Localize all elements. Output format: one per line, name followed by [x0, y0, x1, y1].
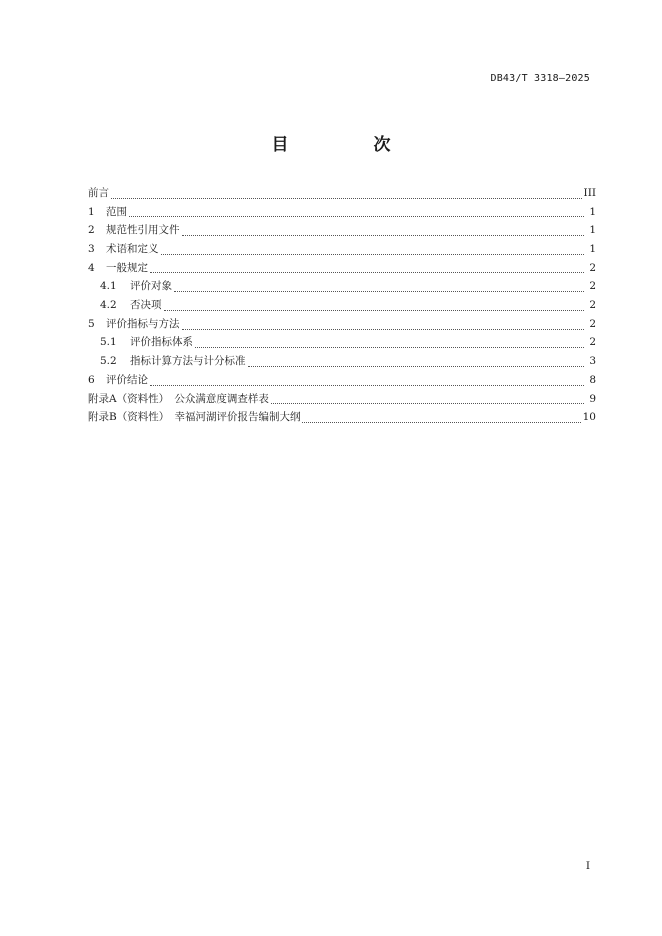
- toc-leader-dots: [182, 223, 585, 236]
- toc-entry-label: 评价指标体系: [130, 336, 193, 349]
- toc-entry-number: 1: [88, 205, 95, 218]
- toc-entry[interactable]: [88, 334, 596, 353]
- toc-entry-page: 2: [589, 280, 596, 293]
- toc-entry[interactable]: [88, 221, 596, 240]
- toc-entry[interactable]: [88, 203, 596, 222]
- toc-entry-label: 范围: [106, 205, 127, 218]
- toc-entry-number: 3: [88, 243, 95, 256]
- toc-entry[interactable]: [88, 296, 596, 315]
- toc-leader-dots: [150, 260, 584, 273]
- toc-leader-dots: [174, 279, 584, 292]
- toc-entry-number: 5: [88, 317, 95, 330]
- toc-leader-dots: [248, 354, 585, 367]
- toc-leader-dots: [161, 242, 585, 255]
- toc-entry-label: 评价指标与方法: [106, 317, 180, 330]
- toc-entry-label: 附录B（资料性） 幸福河湖评价报告编制大纲: [88, 411, 301, 424]
- toc-entry-page: 2: [589, 336, 596, 349]
- toc-entry-number: 5.1: [100, 336, 117, 349]
- toc-leader-dots: [302, 410, 580, 423]
- toc-entry-page: 9: [589, 392, 596, 405]
- toc-entry-page: 1: [589, 243, 596, 256]
- toc-leader-dots: [129, 204, 584, 217]
- toc-entry-label: 附录A（资料性） 公众满意度调查样表: [88, 392, 269, 405]
- table-of-contents: [88, 184, 596, 427]
- toc-entry-page: 1: [589, 224, 596, 237]
- toc-entry-number: 6: [88, 373, 95, 386]
- toc-entry-page: 10: [582, 411, 596, 424]
- toc-entry-page: 8: [589, 373, 596, 386]
- toc-entry[interactable]: [88, 371, 596, 390]
- toc-entry-label: 前言: [88, 186, 109, 199]
- toc-entry-label: 一般规定: [106, 261, 148, 274]
- toc-entry-number: 4.2: [100, 299, 117, 312]
- toc-entry[interactable]: [88, 390, 596, 409]
- toc-entry-page: 3: [589, 355, 596, 368]
- document-code: DB43/T 3318—2025: [490, 73, 590, 84]
- toc-entry-label: 指标计算方法与计分标准: [130, 355, 246, 368]
- toc-entry-number: 2: [88, 224, 95, 237]
- toc-leader-dots: [111, 186, 582, 199]
- page-title: 目 次: [271, 135, 425, 155]
- toc-leader-dots: [150, 373, 584, 386]
- toc-entry[interactable]: [88, 259, 596, 278]
- toc-entry-label: 评价结论: [106, 373, 148, 386]
- toc-leader-dots: [271, 391, 584, 404]
- toc-entry-label: 规范性引用文件: [106, 224, 180, 237]
- page-number: I: [585, 860, 590, 872]
- toc-entry[interactable]: [88, 240, 596, 259]
- toc-leader-dots: [164, 298, 585, 311]
- toc-entry-number: 4: [88, 261, 95, 274]
- toc-entry-page: III: [583, 186, 596, 199]
- toc-entry[interactable]: [88, 352, 596, 371]
- toc-entry-page: 2: [589, 261, 596, 274]
- toc-entry-label: 术语和定义: [106, 243, 159, 256]
- toc-entry-label: 否决项: [130, 299, 162, 312]
- toc-entry-label: 评价对象: [130, 280, 172, 293]
- toc-entry-number: 4.1: [100, 280, 117, 293]
- toc-entry-page: 1: [589, 205, 596, 218]
- toc-entry[interactable]: [88, 408, 596, 427]
- toc-entry-page: 2: [589, 317, 596, 330]
- toc-leader-dots: [182, 317, 585, 330]
- toc-entry[interactable]: [88, 184, 596, 203]
- toc-entry[interactable]: [88, 315, 596, 334]
- toc-entry[interactable]: [88, 277, 596, 296]
- toc-entry-page: 2: [589, 299, 596, 312]
- toc-entry-number: 5.2: [100, 355, 117, 368]
- toc-leader-dots: [195, 335, 584, 348]
